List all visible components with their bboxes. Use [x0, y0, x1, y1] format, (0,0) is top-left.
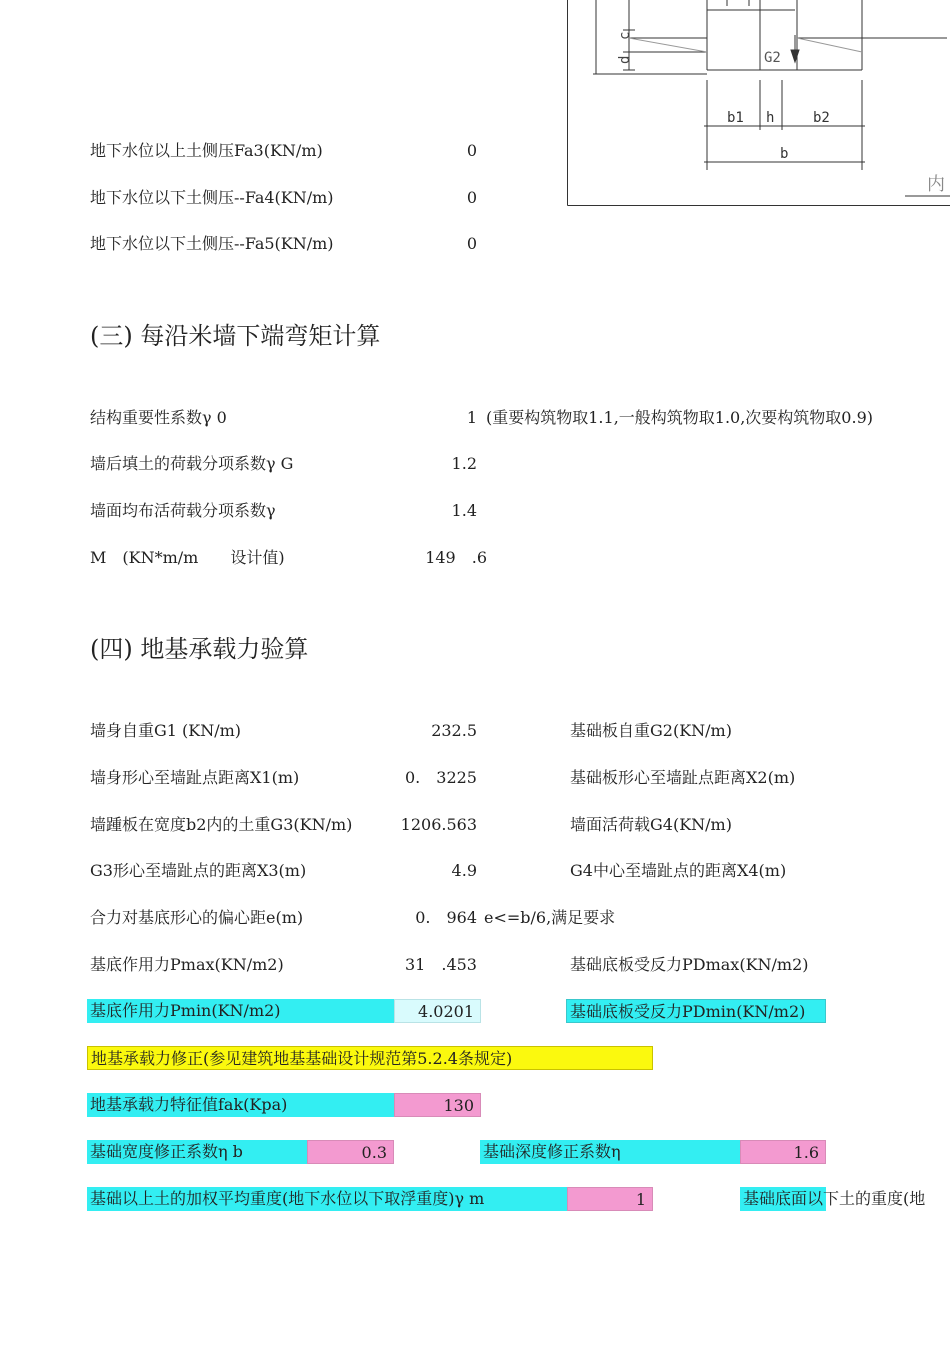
etab-value[interactable]: 0.3	[307, 1140, 394, 1164]
fa4-value: 0	[466, 188, 477, 207]
gamma0-value: 1	[466, 408, 477, 427]
ecc-value: 0. 964	[415, 908, 477, 927]
ecc-note: e<=b/6,满足要求	[484, 908, 616, 927]
g1-label: 墙身自重G1 (KN/m)	[90, 721, 242, 740]
g4-label: 墙面活荷载G4(KN/m)	[570, 815, 732, 834]
diagram-label-b1: b1	[727, 110, 744, 126]
x3-label: G3形心至墙趾点的距离X3(m)	[90, 861, 307, 880]
fa5-label: 地下水位以下土侧压--Fa5(KN/m)	[90, 234, 334, 253]
pmin-label: 基底作用力Pmin(KN/m2)	[87, 999, 394, 1023]
diagram-label-b2: b2	[813, 110, 830, 126]
gammam-label: 基础以上土的加权平均重度(地下水位以下取浮重度)γ m	[87, 1187, 567, 1211]
gammaG-label: 墙后填土的荷载分项系数γ G	[90, 454, 294, 473]
section3-title: (三) 每沿米墙下端弯矩计算	[90, 322, 381, 350]
diagram-label-g2: G2	[764, 50, 781, 66]
correction-label: 地基承载力修正(参见建筑地基基础设计规范第5.2.4条规定)	[87, 1046, 653, 1070]
gamma-below-cell	[740, 1187, 950, 1211]
moment-label: M (KN*m/m 设计值)	[90, 548, 285, 567]
fak-label: 地基承载力特征值fak(Kpa)	[87, 1093, 394, 1117]
section4-title: (四) 地基承载力验算	[90, 635, 309, 663]
pmin-value[interactable]: 4.0201	[394, 999, 481, 1023]
x3-value: 4.9	[451, 861, 477, 880]
diagram-label-c: c	[617, 31, 633, 40]
fa4-label: 地下水位以下土侧压--Fa4(KN/m)	[90, 188, 334, 207]
pmax-label: 基底作用力Pmax(KN/m2)	[90, 955, 284, 974]
gamma-below-label: 基础底面以下土的重度(地	[743, 1189, 926, 1208]
pmax-value: 31 .453	[405, 955, 477, 974]
fa5-value: 0	[466, 234, 477, 253]
diagram-label-b: b	[780, 146, 789, 162]
fa3-label: 地下水位以上土侧压Fa3(KN/m)	[90, 141, 323, 160]
diagram-label-h: h	[766, 110, 775, 126]
fa3-value: 0	[466, 141, 477, 160]
retaining-wall-diagram	[567, 0, 950, 206]
x4-label: G4中心至墙趾点的距离X4(m)	[570, 861, 787, 880]
diagram-label-d: d	[617, 55, 633, 64]
pdmin-label: 基础底板受反力PDmin(KN/m2)	[566, 999, 826, 1023]
gamma0-note: (重要构筑物取1.1,一般构筑物取1.0,次要构筑物取0.9)	[486, 408, 873, 427]
etad-value[interactable]: 1.6	[740, 1140, 826, 1164]
etad-label: 基础深度修正系数η	[480, 1140, 740, 1164]
gammaG-value: 1.2	[451, 454, 477, 473]
x1-value: 0. 3225	[405, 768, 477, 787]
gammam-value[interactable]: 1	[567, 1187, 653, 1211]
diagram-label-partial: 内	[927, 174, 945, 195]
g3-value: 1206.563	[400, 815, 477, 834]
x1-label: 墙身形心至墙趾点距离X1(m)	[90, 768, 300, 787]
gammaQ-label: 墙面均布活荷载分项系数γ	[90, 501, 276, 520]
gammaQ-value: 1.4	[451, 501, 477, 520]
gamma0-label: 结构重要性系数γ 0	[90, 408, 227, 427]
etab-label: 基础宽度修正系数η b	[87, 1140, 307, 1164]
moment-value: 149 .6	[425, 548, 487, 567]
g1-value: 232.5	[431, 721, 477, 740]
fak-value[interactable]: 130	[394, 1093, 481, 1117]
ecc-label: 合力对基底形心的偏心距e(m)	[90, 908, 304, 927]
g2-label: 基础板自重G2(KN/m)	[570, 721, 732, 740]
g3-label: 墙踵板在宽度b2内的土重G3(KN/m)	[90, 815, 353, 834]
x2-label: 基础板形心至墙趾点距离X2(m)	[570, 768, 796, 787]
pdmax-label: 基础底板受反力PDmax(KN/m2)	[570, 955, 809, 974]
